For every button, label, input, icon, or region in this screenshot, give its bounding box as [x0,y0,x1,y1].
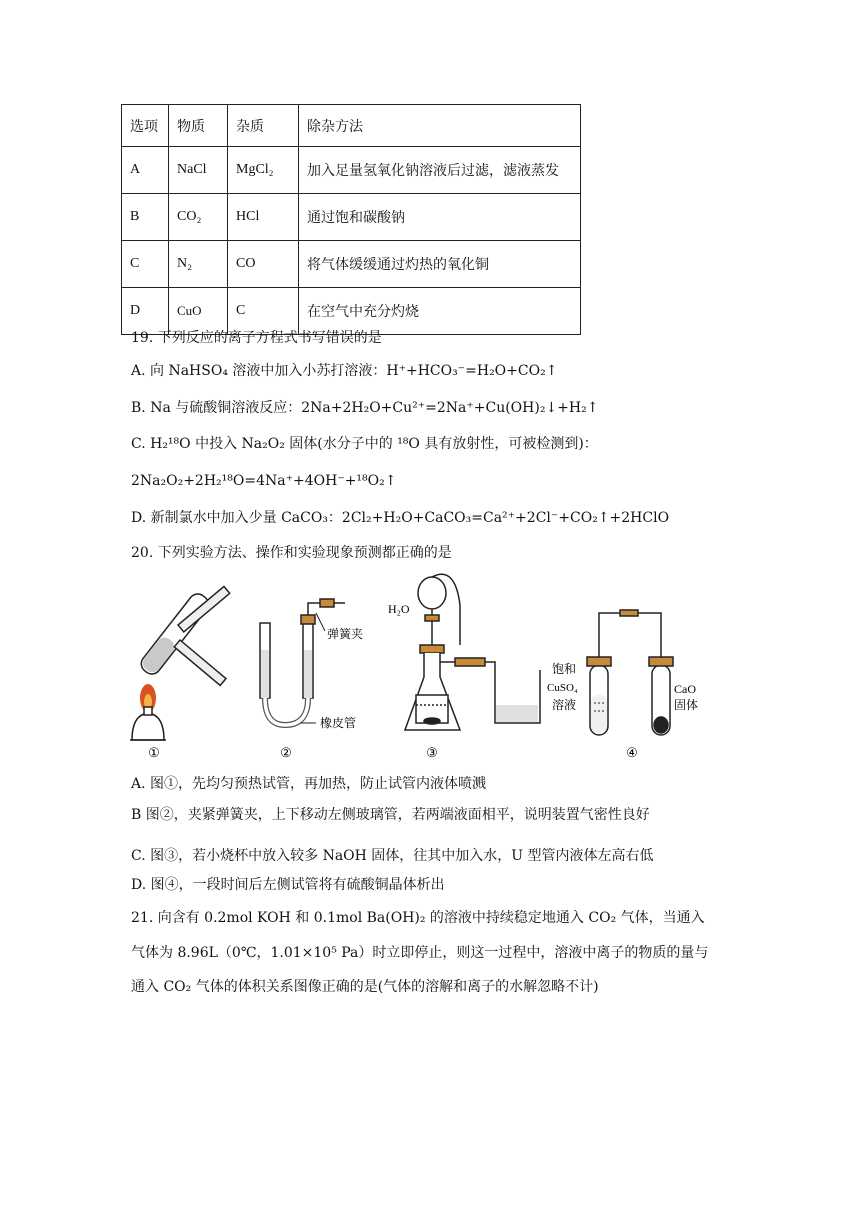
label-saturated: 饱和 [552,662,577,676]
table-header-row [122,105,581,147]
table-row [122,241,581,288]
label-h2o: H₂O [388,602,410,616]
apparatus-figure [120,565,720,765]
q20-option-d: D. 图④，一段时间后左侧试管将有硫酸铜晶体析出 [131,877,445,893]
header-substance: 物质 [169,105,228,147]
q20-stem: 20. 下列实验方法、操作和实验现象预测都正确的是 [131,545,452,561]
figure-2-u-tube [260,599,345,725]
q19-option-d: D. 新制氯水中加入少量 CaCO₃：2Cl₂+H₂O+CaCO₃=Ca²⁺+2Cl⁻+CO₂↑+2HClO [131,510,670,526]
figure-3-flask-apparatus [405,574,540,730]
label-solution: 溶液 [552,698,577,712]
cell-impurity: C [228,288,299,335]
figure-number-1: ① [148,745,160,760]
q19-option-b: B. Na 与硫酸铜溶液反应：2Na+2H₂O+Cu²⁺=2Na⁺+Cu(OH)₂↓+H₂↑ [131,400,599,416]
label-cao: CaO [674,682,696,696]
q20-option-a: A. 图①，先均匀预热试管，再加热，防止试管内液体喷溅 [131,776,487,792]
cell-method: 加入足量氢氧化钠溶液后过滤，滤液蒸发 [299,147,581,194]
figure-4-connected-test-tubes [587,610,673,735]
figure-number-4: ④ [626,745,638,760]
q19-option-c-line1: C. H₂¹⁸O 中投入 Na₂O₂ 固体(水分子中的 ¹⁸O 具有放射性，可被检测到)： [131,436,598,452]
label-rubber-tube: 橡皮管 [320,716,357,730]
cell-method: 将气体缓缓通过灼热的氧化铜 [299,241,581,288]
label-cuso4: CuSO₄ [547,682,578,694]
cell-substance: CuO [169,288,228,335]
cell-impurity: CO [228,241,299,288]
cell-option: B [122,194,169,241]
q19-option-c-equation: 2Na₂O₂+2H₂¹⁸O=4Na⁺+4OH⁻+¹⁸O₂↑ [131,473,397,489]
label-solid: 固体 [674,698,699,712]
cell-method: 通过饱和碳酸钠 [299,194,581,241]
cell-substance: NaCl [169,147,228,194]
table-row [122,147,581,194]
figure-number-2: ② [280,745,292,760]
cell-option: A [122,147,169,194]
header-impurity: 杂质 [228,105,299,147]
q19-option-a: A. 向 NaHSO₄ 溶液中加入小苏打溶液：H⁺+HCO₃⁻=H₂O+CO₂↑ [131,363,558,379]
figure-1-heating-apparatus [130,586,230,740]
table-row [122,194,581,241]
cell-method: 在空气中充分灼烧 [299,288,581,335]
q21-line-1: 21. 向含有 0.2mol KOH 和 0.1mol Ba(OH)₂ 的溶液中持续稳定地通入 CO₂ 气体，当通入 [131,910,705,926]
cell-substance: CO₂ [169,194,228,241]
header-method: 除杂方法 [299,105,581,147]
cell-impurity: MgCl₂ [228,147,299,194]
label-spring-clip: 弹簧夹 [327,627,364,641]
q20-option-b: B 图②，夹紧弹簧夹，上下移动左侧玻璃管，若两端液面相平，说明装置气密性良好 [131,807,650,823]
q21-line-3: 通入 CO₂ 气体的体积关系图像正确的是(气体的溶解和离子的水解忽略不计) [131,979,599,995]
q21-line-2: 气体为 8.96L（0℃，1.01×10⁵ Pa）时立即停止，则这一过程中，溶液中离子的物质的量与 [131,945,709,961]
cell-option: D [122,288,169,335]
purification-table [121,104,581,335]
cell-option: C [122,241,169,288]
q20-option-c: C. 图③，若小烧杯中放入较多 NaOH 固体，往其中加入水，U 型管内液体左高右低 [131,848,654,864]
q19-stem: 19. 下列反应的离子方程式书写错误的是 [131,330,382,346]
figure-number-3: ③ [426,745,438,760]
header-option: 选项 [122,105,169,147]
cell-impurity: HCl [228,194,299,241]
cell-substance: N₂ [169,241,228,288]
